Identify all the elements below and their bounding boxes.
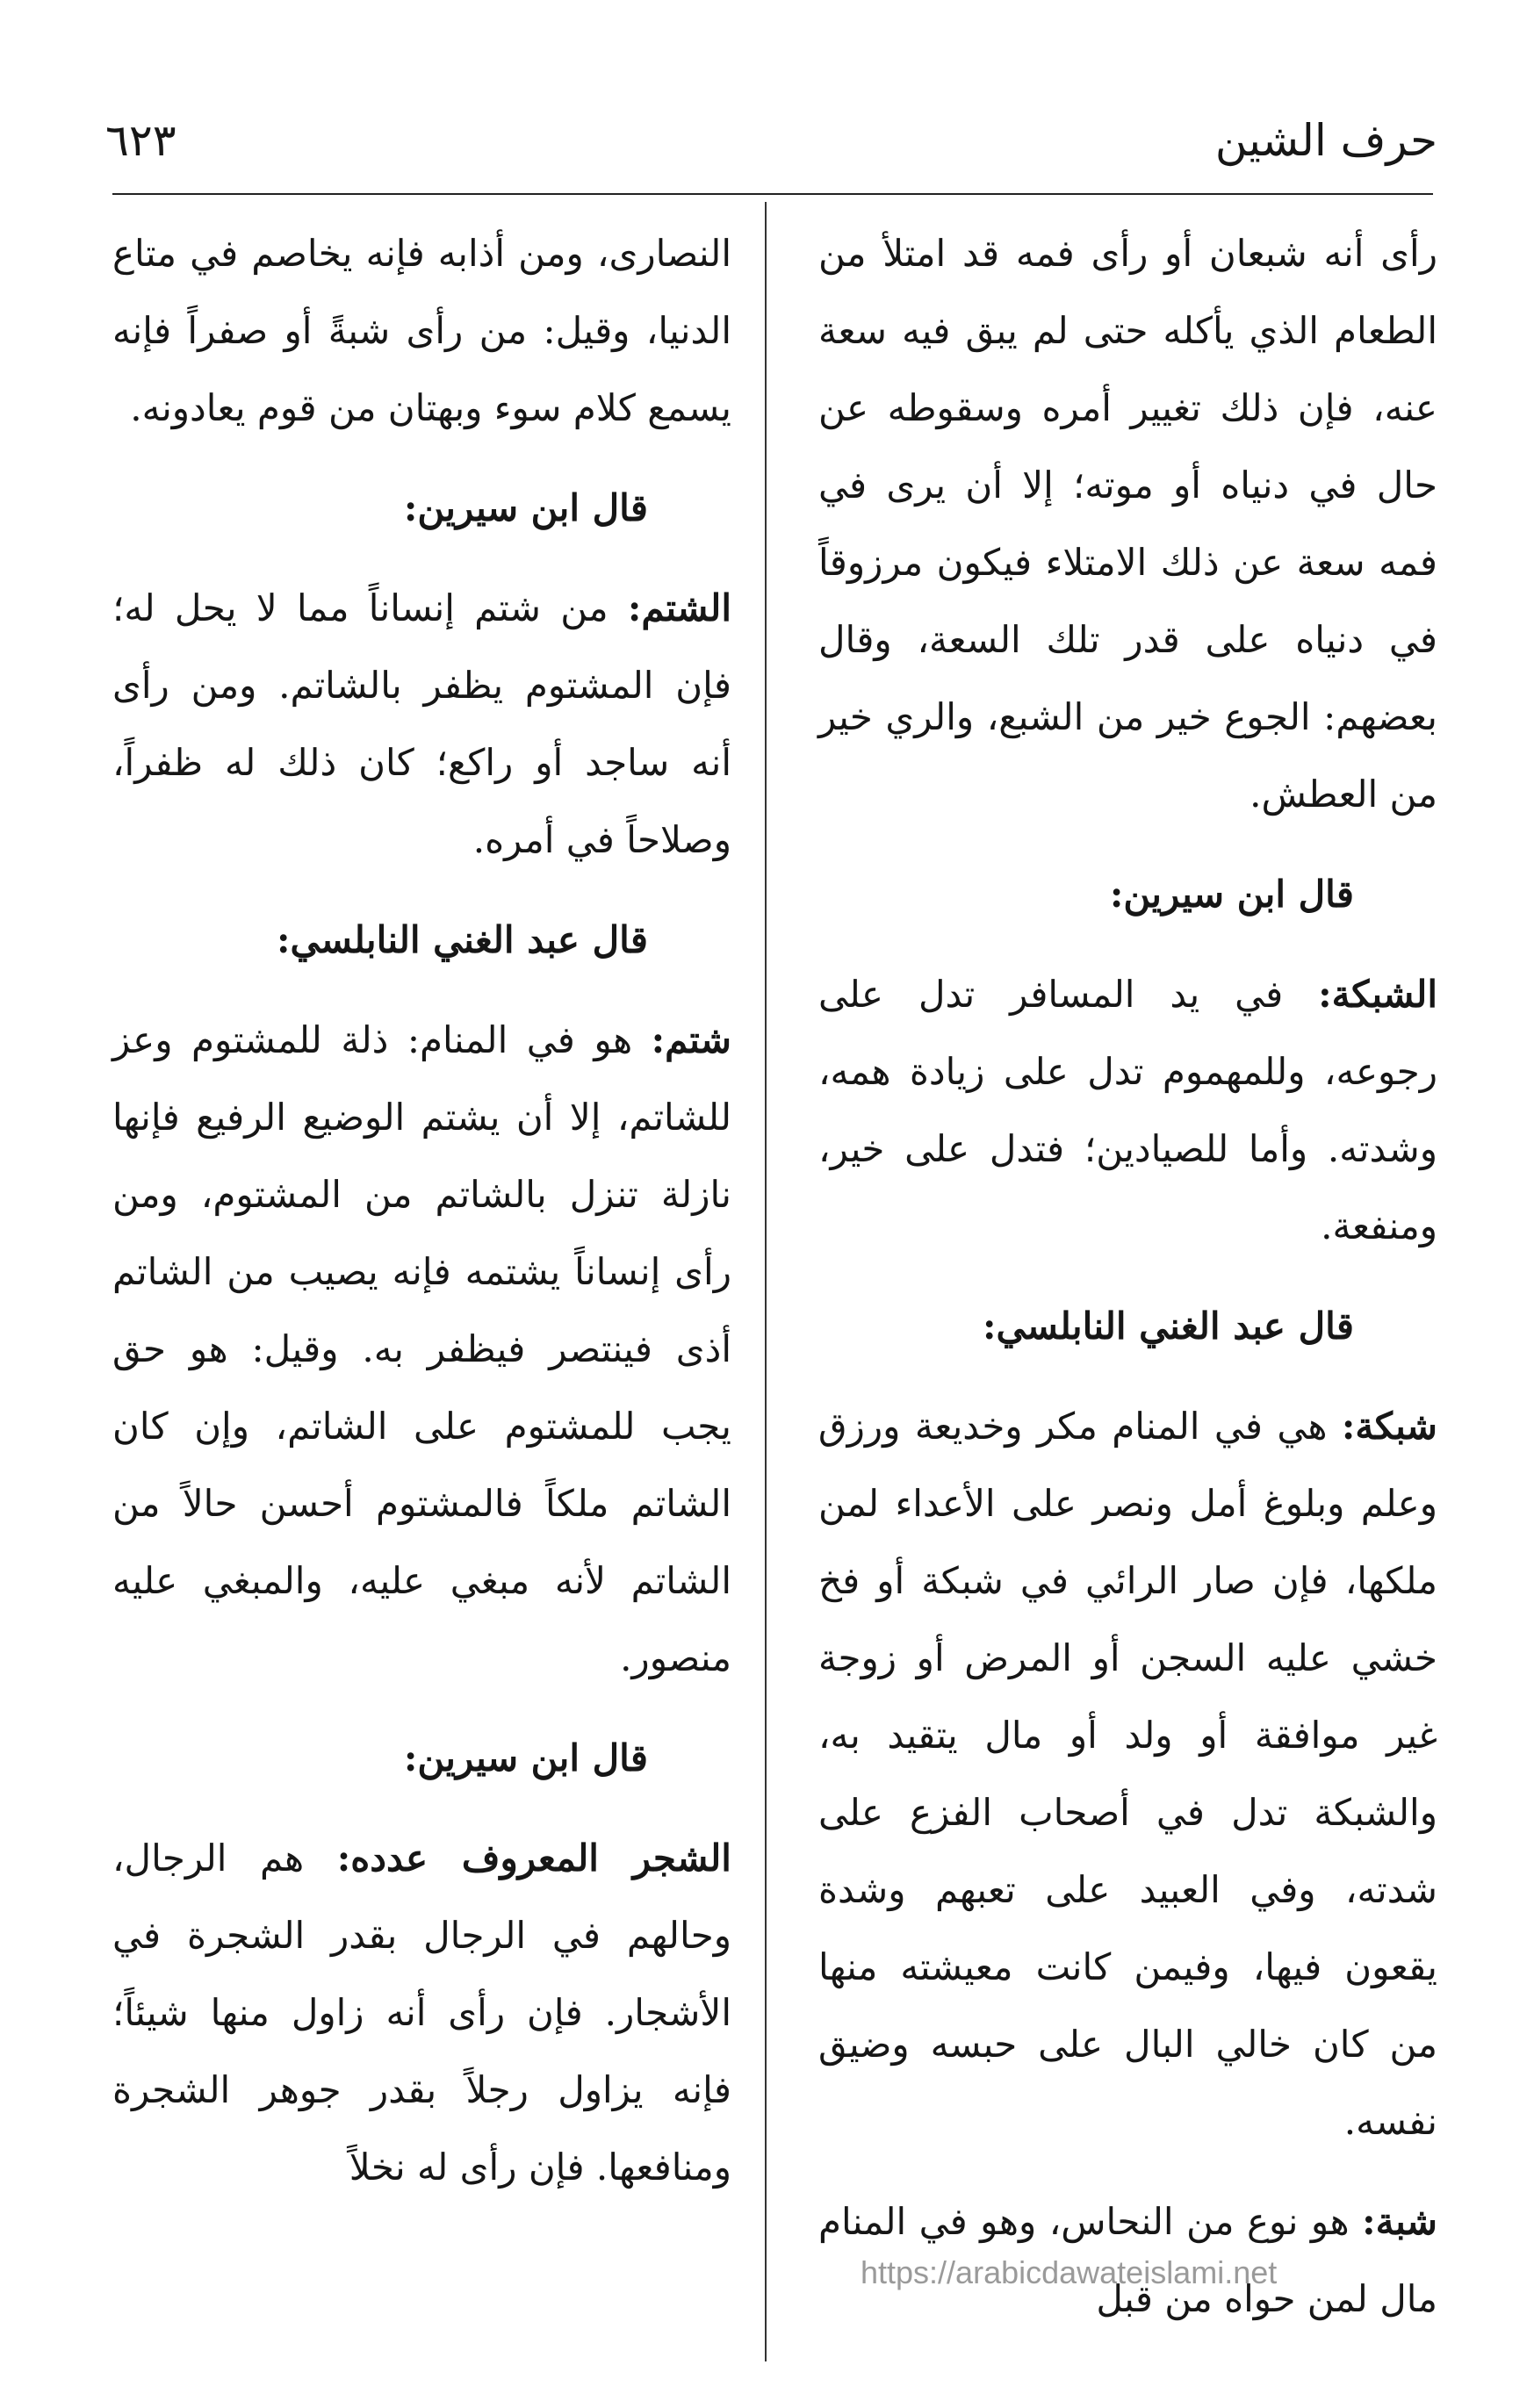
entry-term: الشجر المعروف عدده: — [336, 1837, 731, 1880]
entry-term: الشبكة: — [1318, 973, 1437, 1016]
paragraph — [112, 1820, 731, 2206]
paragraph: رأى أنه شبعان أو رأى فمه قد امتلأ من الطعام الذي يأكله حتى لم يبق فيه سعة عنه، فإن ذلك تغيير أمره وسقوطه عن حال في دنياه أو موته؛ إلا أن يرى في فمه سعة عن ذلك الامتلاء فيكون مرزوقاً في دنياه على قدر تلك السعة، وقال بعضهم: الجوع خير من الشبع، والري خير من العطش. — [818, 232, 1437, 816]
section-heading: قال عبد الغني النابلسي: — [277, 918, 648, 961]
spacer — [818, 2160, 1437, 2183]
entry-text: في يد المسافر تدل على رجوعه، وللمهموم تدل على زيادة همه، وشدته. وأما للصيادين؛ فتدل على خير، ومنفعة. — [818, 973, 1437, 1247]
section-heading: قال ابن سيرين: — [403, 1736, 648, 1779]
column-divider — [765, 202, 767, 2361]
left-column — [112, 215, 731, 2234]
entry-text: هو في المنام: ذلة للمشتوم وعز للشاتم، إلا أن يشتم الوضيع الرفيع فإنها نازلة تنزل بالشاتم من المشتوم، ومن رأى إنساناً يشتمه فإنه يصيب من الشاتم أذى فينتصر فيظفر به. وقيل: هو حق يجب للمشتوم على الشاتم، وإن كان الشاتم ملكاً فالمشتوم أحسن حالاً من الشاتم لأنه مبغي عليه، والمبغي عليه منصور. — [112, 1018, 731, 1679]
paragraph — [818, 1388, 1437, 2160]
entry-term: شبكة: — [1341, 1405, 1437, 1448]
header-rule — [112, 193, 1433, 195]
paragraph — [112, 1002, 731, 1697]
running-head: حرف الشين — [1214, 115, 1437, 166]
watermark-url: https://arabicdawateislami.net — [861, 2254, 1278, 2290]
entry-text: هي في المنام مكر وخديعة ورزق وعلم وبلوغ أمل ونصر على الأعداء لمن ملكها، فإن صار الرائي في شبكة أو فخ خشي عليه السجن أو المرض أو زوجة غير موافقة أو ولد أو مال يتقيد به، والشبكة تدل في أصحاب الفزع على شدته، وفي العبيد على تعبهم وشدة يقعون فيها، وفيمن كانت معيشته منها من كان خالي البال على حبسه وضيق نفسه. — [818, 1405, 1437, 2143]
section-heading: قال عبد الغني النابلسي: — [983, 1305, 1354, 1348]
entry-term: شتم: — [651, 1018, 731, 1061]
entry-text: من شتم إنساناً مما لا يحل له؛ فإن المشتوم يظفر بالشاتم. ومن رأى أنه ساجد أو راكع؛ كان ذلك له ظفراً، وصلاحاً في أمره. — [112, 586, 731, 861]
entry-term: الشتم: — [627, 586, 731, 629]
paragraph — [112, 570, 731, 879]
page-header — [105, 105, 1437, 176]
entry-text: هو نوع من النحاس، وهو في المنام مال لمن حواه من قبل — [818, 2200, 1437, 2320]
entry-term: شبة: — [1362, 2200, 1437, 2243]
page-number: ٦٢٣ — [105, 115, 176, 166]
section-heading: قال ابن سيرين: — [1109, 873, 1354, 916]
section-heading: قال ابن سيرين: — [403, 486, 648, 529]
paragraph: النصارى، ومن أذابه فإنه يخاصم في متاع الدنيا، وقيل: من رأى شبةً أو صفراً فإنه يسمع كلام سوء وبهتان من قوم يعادونه. — [112, 232, 731, 429]
paragraph — [818, 956, 1437, 1265]
entry-text: هم الرجال، وحالهم في الرجال بقدر الشجرة في الأشجار. فإن رأى أنه زاول منها شيئاً؛ فإنه يزاول رجلاً بقدر جوهر الشجرة ومنافعها. فإن رأى له نخلاً — [112, 1837, 731, 2189]
